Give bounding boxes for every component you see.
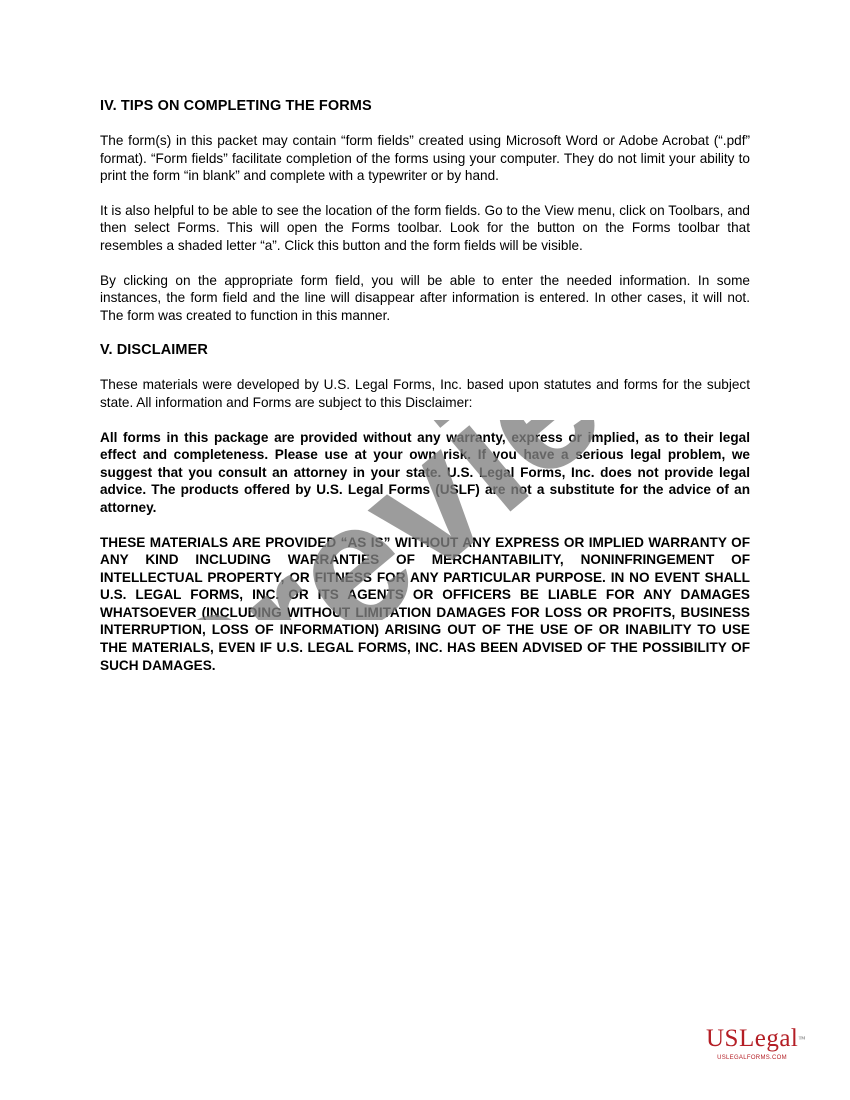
tips-paragraph-clicking: By clicking on the appropriate form field, you will be able to enter the needed information. In some instances, the form field and the line will disappear after information is entered. In other cases, it will not. The form was created to function in this manner. (100, 272, 750, 323)
tips-paragraph-form-fields: The form(s) in this packet may contain “form fields” created using Microsoft Word or Adobe Acrobat (“.pdf” format). “Form fields” facilitate completion of the forms using your computer. They do not limit your ability to print the form “in blank” and complete with a typewriter or by hand. (100, 133, 750, 184)
tips-paragraph-toolbar: It is also helpful to be able to see the location of the form fields. Go to the View menu, click on Toolbars, and then select Forms. This will open the Forms toolbar. Look for the button on the Forms toolbar that resembles a shaded letter “a”. Click this button and the form fields will be visible. (100, 202, 750, 253)
logo-brand: USLegal™ (706, 1025, 806, 1052)
section-heading-tips: IV. TIPS ON COMPLETING THE FORMS (100, 98, 372, 114)
uslegal-logo (706, 1025, 822, 1069)
disclaimer-intro: These materials were developed by U.S. Legal Forms, Inc. based upon statutes and forms for the subject state. All information and Forms are subject to this Disclaimer: (100, 377, 750, 410)
section-heading-disclaimer: V. DISCLAIMER (100, 342, 208, 359)
logo-url: USLEGALFORMS.COM (717, 1055, 787, 1061)
document-page (100, 97, 750, 691)
disclaimer-bold-notice: All forms in this package are provided without any warranty, express or implied, as to their legal effect and completeness. Please use at your own risk. If you have a serious legal problem, we suggest that you consult an attorney in your state. U.S. Legal Forms, Inc. does not provide legal advice. The products offered by U.S. Legal Forms (USLF) are not a substitute for the advice of an attorney. (100, 429, 750, 515)
disclaimer-caps-notice: THESE MATERIALS ARE PROVIDED “AS IS” WITHOUT ANY EXPRESS OR IMPLIED WARRANTY OF ANY KIND INCLUDING WARRANTIES OF MERCHANTABILITY, NONINFRINGEMENT OF INTELLECTUAL PROPERTY, OR FITNESS FOR ANY PARTICULAR PURPOSE. IN NO EVENT SHALL U.S. LEGAL FORMS, INC. OR ITS AGENTS OR OFFICERS BE LIABLE FOR ANY DAMAGES WHATSOEVER (INCLUDING WITHOUT LIMITATION DAMAGES FOR LOSS OR PROFITS, BUSINESS INTERRUPTION, LOSS OF INFORMATION) ARISING OUT OF THE USE OF OR INABILITY TO USE THE MATERIALS, EVEN IF U.S. LEGAL FORMS, INC. HAS BEEN ADVISED OF THE POSSIBILITY OF SUCH DAMAGES. (100, 534, 750, 673)
